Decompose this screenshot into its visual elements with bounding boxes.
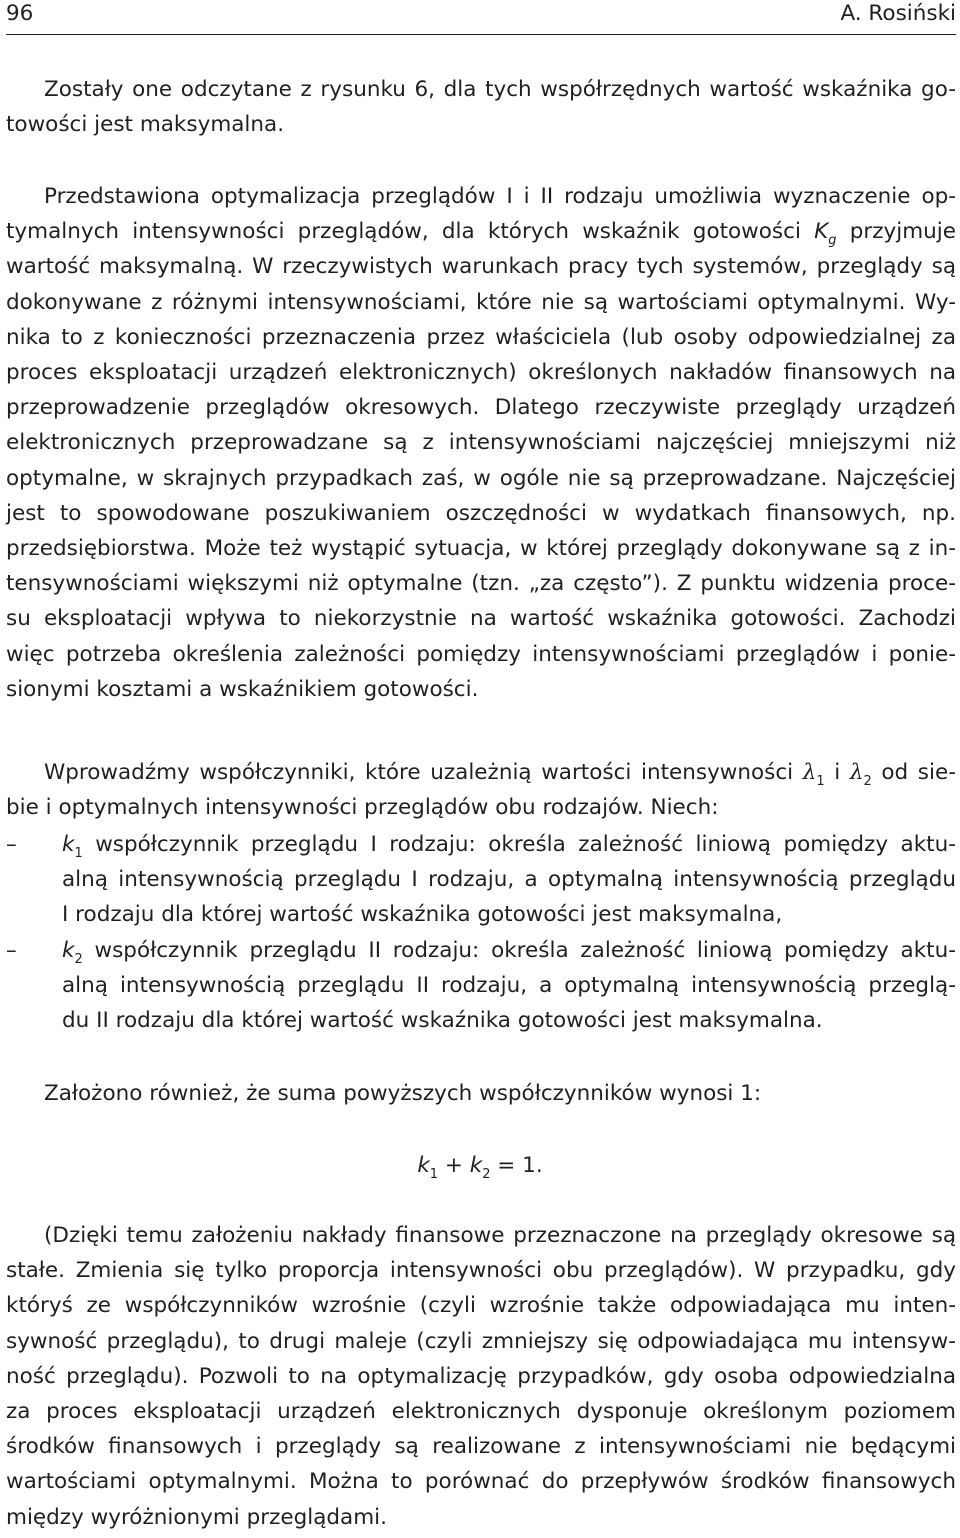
subscript: 1	[816, 774, 825, 789]
text-span: przyjmuje	[836, 219, 956, 245]
equation-rhs: = 1.	[490, 1153, 543, 1178]
text-line: bie i optymalnych intensywności przeglądów obu rodzajów. Niech:	[6, 795, 719, 821]
text-line: któryś ze współczynników wzrośnie (czyli wzrośnie także odpowiadająca mu inten-	[6, 1293, 956, 1319]
text-line: wartościami optymalnymi. Można to porównać do przepływów środków finansowych	[6, 1469, 956, 1495]
text-line: proces eksploatacji urządzeń elektronicznych) określonych nakładów finansowych na	[6, 360, 956, 386]
text-line: Zostały one odczytane z rysunku 6, dla tych współrzędnych wartość wskaźnika go-	[44, 77, 956, 102]
text-line: du II rodzaju dla której wartość wskaźnika gotowości jest maksymalna.	[62, 1008, 823, 1034]
text-line: elektronicznych przeprowadzane są z intensywnościami najczęściej mniejszymi niż	[6, 430, 956, 456]
text-line: su eksploatacji wpływa to niekorzystnie na wartość wskaźnika gotowości. Zachodzi	[6, 606, 956, 632]
text-line: środków finansowych i przeglądy są realizowane z intensywnościami nie będącymi	[6, 1434, 956, 1460]
text-line: I rodzaju dla której wartość wskaźnika gotowości jest maksymalna,	[62, 902, 783, 928]
list-item	[6, 933, 956, 1039]
text-line: Przedstawiona optymalizacja przeglądów I i II rodzaju umożliwia wyznaczenie op-	[44, 184, 956, 209]
text-line: sionymi kosztami a wskaźnikiem gotowości.	[6, 676, 479, 702]
symbol-k: K	[814, 219, 829, 245]
subscript: 2	[74, 951, 83, 967]
text-line: jest to spowodowane poszukiwaniem oszczędności w wydatkach finansowych, np.	[6, 500, 956, 526]
paragraph-5	[6, 1218, 956, 1535]
text-line: przedsiębiorstwa. Może też wystąpić sytuacja, w której przeglądy dokonywane są z in-	[6, 536, 956, 562]
subscript: 2	[482, 1167, 491, 1182]
text-span: tymalnych intensywności przeglądów, dla których wskaźnik gotowości	[6, 219, 815, 245]
text-span: współczynnik przeglądu II rodzaju: określa zależność liniową pomiędzy aktu-	[82, 937, 956, 963]
text-line: nika to z konieczności przeznaczenia przez właściciela (lub osoby odpowiedzialnej za	[6, 324, 956, 350]
paragraph-2	[6, 179, 956, 707]
paragraph-1	[6, 72, 956, 142]
subscript: g	[828, 233, 837, 249]
paragraph-3	[6, 755, 956, 825]
text-line: dokonywane z różnymi intensywnościami, które nie są wartościami optymalnymi. Wy-	[6, 289, 956, 315]
symbol-k: k	[62, 832, 75, 857]
text-line: alną intensywnością przeglądu II rodzaju, a optymalną intensywnością przeglą-	[62, 972, 956, 998]
text-line: towości jest maksymalna.	[6, 112, 285, 138]
page-number: 96	[6, 1, 34, 26]
symbol-k: k	[469, 1153, 483, 1178]
text-line: więc potrzeba określenia zależności pomiędzy intensywnościami przeglądów i ponie-	[6, 641, 956, 667]
lambda-symbol: λ	[802, 760, 817, 785]
text-line: za proces eksploatacji urządzeń elektronicznych dysponuje określonym poziomem	[6, 1399, 956, 1425]
text-line: stałe. Zmienia się tylko proporcja intensywności obu przeglądów). W przypadku, gdy	[6, 1258, 956, 1284]
paragraph-4	[6, 1076, 956, 1111]
text-line: między wyróżnionymi przeglądami.	[6, 1504, 387, 1530]
text-span: Wprowadźmy współczynniki, które uzależnią wartości intensywności	[44, 760, 803, 785]
text-line	[6, 933, 956, 968]
text-line: tensywnościami większymi niż optymalne (tzn. „za często”). Z punktu widzenia proce-	[6, 571, 956, 597]
subscript: 2	[863, 774, 872, 789]
dash-bullet: –	[6, 832, 17, 857]
text-line	[6, 827, 956, 862]
list-item	[6, 827, 956, 933]
text-line	[6, 214, 956, 249]
text-line: ność przeglądu). Pozwoli to na optymalizację przypadków, gdy osoba odpowiedzialna	[6, 1363, 956, 1389]
symbol-k: k	[417, 1153, 430, 1178]
lambda-symbol: λ	[849, 760, 864, 785]
text-span: współczynnik przeglądu I rodzaju: określa zależność liniową pomiędzy aktu-	[82, 832, 956, 857]
running-header	[6, 0, 956, 35]
text-line	[6, 755, 956, 790]
text-line: Założono również, że suma powyższych współczynników wynosi 1:	[44, 1081, 762, 1106]
symbol-k: k	[62, 937, 75, 963]
dash-bullet: –	[6, 937, 17, 963]
text-span: i	[824, 760, 850, 785]
text-line: (Dzięki temu założeniu nakłady finansowe przeznaczone na przeglądy okresowe są	[44, 1223, 956, 1248]
running-author: A. Rosiński	[840, 1, 956, 26]
subscript: 1	[429, 1167, 439, 1182]
definition-list	[6, 827, 956, 1038]
equation	[0, 1148, 960, 1183]
text-span: od sie-	[871, 760, 956, 785]
plus-sign: +	[438, 1153, 470, 1178]
text-line: optymalne, w skrajnych przypadkach zaś, w ogóle nie są przeprowadzane. Najczęściej	[6, 465, 956, 491]
subscript: 1	[74, 846, 83, 861]
text-line: alną intensywnością przeglądu I rodzaju, a optymalną intensywnością przeglądu	[62, 867, 956, 893]
text-line: przeprowadzenie przeglądów okresowych. Dlatego rzeczywiste przeglądy urządzeń	[6, 395, 956, 421]
text-line: wartość maksymalną. W rzeczywistych warunkach pracy tych systemów, przeglądy są	[6, 254, 956, 280]
text-line: sywność przeglądu), to drugi maleje (czyli zmniejszy się odpowiadająca mu intensyw-	[6, 1328, 956, 1354]
